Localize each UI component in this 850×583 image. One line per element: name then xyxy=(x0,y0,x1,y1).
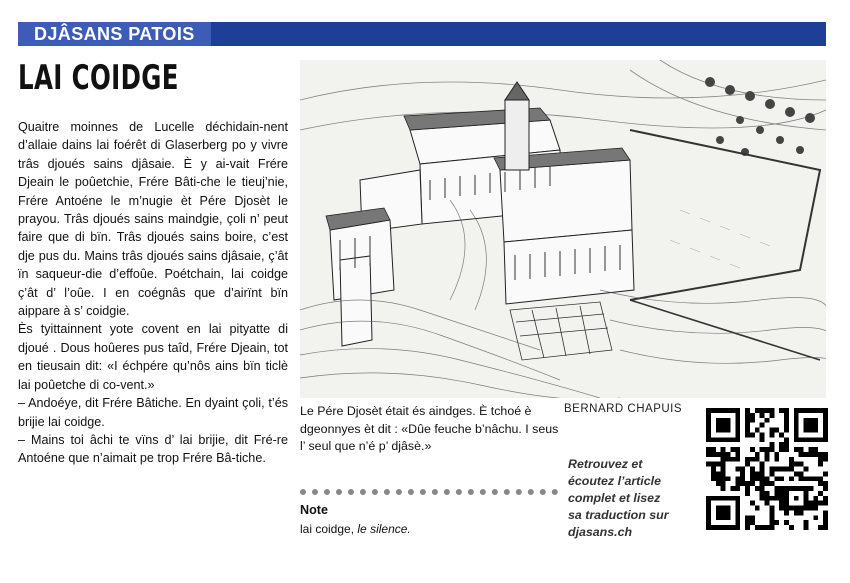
note-term: lai coidge, xyxy=(300,522,355,536)
promo-text xyxy=(568,456,698,541)
promo-line: Retrouvez et xyxy=(568,457,643,471)
note-translation: le silence. xyxy=(357,522,411,536)
author-credit: BERNARD CHAPUIS xyxy=(564,403,683,415)
image-caption: Le Pére Djosèt était és aindges. È tchoé è dgeonnyes èt dit : «Dûe feuche b’nâchu. I seus l’ seul que n’é p’ djâsè.» xyxy=(300,404,559,453)
promo-line: complet et lisez xyxy=(568,491,661,505)
body-paragraph: Quaitre moinnes de Lucelle déchidain-nent d’allaie dains lai foérêt di Glaserberg po y vivre trâs djoués sains djâsaie. È y ai-vait Frére Djeain le poûetchie, Frére Bâti-che le tieuj’nie, Frére Antoéne le m’nugie èt Pére Djosèt le prayou. Trâs djoués sains maindgie, çoli n’ peut faire que di bïn. Trâs djoués sains boire, c’est dje pus du. Mains trâs djoués sains djâsaie, ç’ât ïn saqueur-die d’effoûe. Poétchain, lai coidge ç’ât d’ l’oûe. I en coégnâs que d’airïnt bïn aippare à s’ coidgie. xyxy=(18,120,288,319)
divider xyxy=(300,489,558,497)
note-text xyxy=(300,522,411,536)
rubric-label: DJÂSANS PATOIS xyxy=(18,22,211,46)
body-paragraph: Ès tyittainnent yote covent en lai pityatte di djoué . Dous hoûeres pus taîd, Frére Djeain, tot en tieusain dit: «I échpére qu’nôs ains bïn ticlè lai poûetche di co-vent.» xyxy=(18,322,288,392)
body-paragraph: – Andoéye, dit Frére Bâtiche. En dyaint çoli, t’és brijie lai coidge. xyxy=(18,396,288,429)
promo-link[interactable]: djasans.ch xyxy=(568,525,633,539)
promo-line: sa traduction sur xyxy=(568,508,669,522)
qr-code-icon[interactable] xyxy=(706,408,828,530)
engraving-illustration xyxy=(300,60,826,398)
body-paragraph: – Mains toi âchi te vïns d’ lai brijie, dit Fré-re Antoéne que n’aimait pe trop Frére Bâ-tiche. xyxy=(18,432,288,466)
headline: LAI COIDGE xyxy=(18,58,179,98)
note-label: Note xyxy=(300,503,328,517)
article-body xyxy=(18,118,288,468)
promo-line: écoutez l’article xyxy=(568,474,661,488)
